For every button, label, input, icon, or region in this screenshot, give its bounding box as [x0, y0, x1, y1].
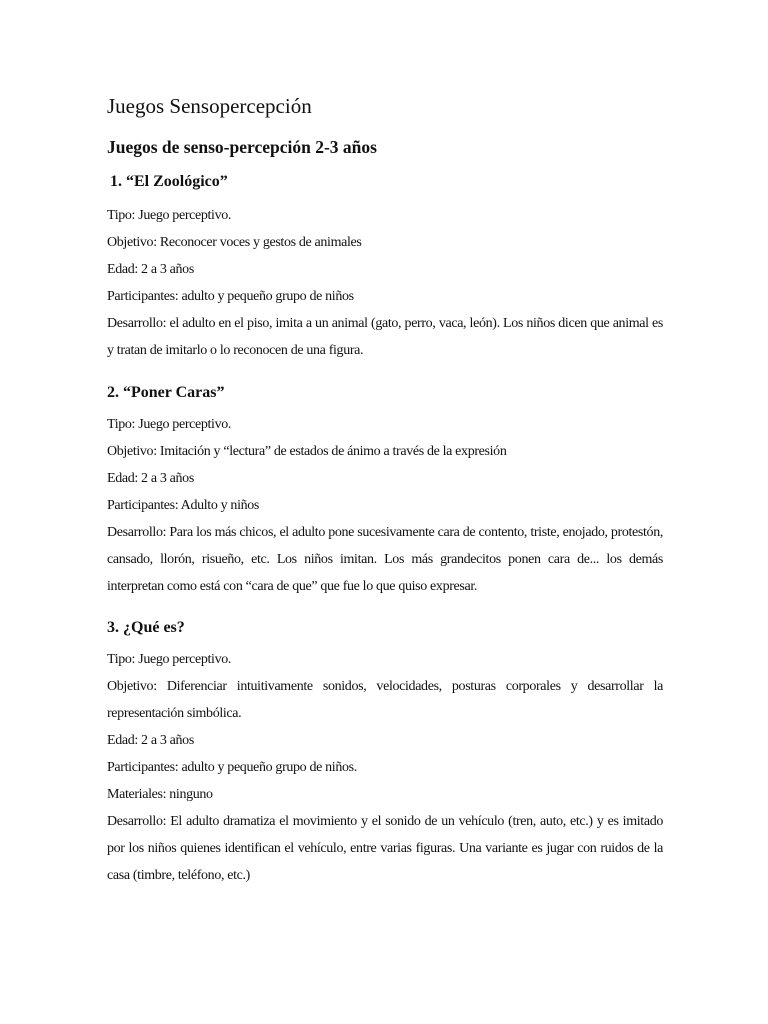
- section-heading: 2. “Poner Caras”: [107, 384, 225, 401]
- participantes-line: Participantes: adulto y pequeño grupo de niños: [107, 289, 354, 304]
- tipo-line: Tipo: Juego perceptivo.: [107, 652, 232, 667]
- objetivo-line: Objetivo: Reconocer voces y gestos de animales: [107, 235, 362, 250]
- objetivo-line: Objetivo: Imitación y “lectura” de estados de ánimo a través de la expresión: [107, 444, 507, 459]
- tipo-line: Tipo: Juego perceptivo.: [107, 208, 232, 223]
- section-heading: 1. “El Zoológico”: [110, 173, 228, 190]
- section-heading: 3. ¿Qué es?: [107, 619, 185, 636]
- section-poner-caras: [107, 381, 663, 600]
- edad-line: Edad: 2 a 3 años: [107, 733, 194, 748]
- participantes-line: Participantes: adulto y pequeño grupo de niños.: [107, 760, 357, 775]
- edad-line: Edad: 2 a 3 años: [107, 471, 194, 486]
- desarrollo-paragraph: Desarrollo: El adulto dramatiza el movimiento y el sonido de un vehículo (tren, auto, etc.) y es imitado por los niños quienes identifican el vehículo, entre varias figuras. Una variante es jugar con ruidos de la casa (timbre, teléfono, etc.): [107, 814, 663, 883]
- desarrollo-paragraph: Desarrollo: Para los más chicos, el adulto pone sucesivamente cara de contento, triste, enojado, protestón, cansado, llorón, risueño, etc. Los niños imitan. Los más grandecitos ponen cara de... los demás interpretan como está con “cara de que” que fue lo que quiso expresar.: [107, 525, 663, 594]
- materiales-line: Materiales: ninguno: [107, 787, 213, 802]
- desarrollo-paragraph: Desarrollo: el adulto en el piso, imita a un animal (gato, perro, vaca, león). Los niños dicen que animal es y tratan de imitarlo o lo reconocen de una figura.: [107, 316, 663, 358]
- participantes-line: Participantes: Adulto y niños: [107, 498, 260, 513]
- section-el-zoologico: [107, 170, 663, 364]
- document-subtitle: Juegos de senso-percepción 2-3 años: [107, 137, 377, 157]
- tipo-line: Tipo: Juego perceptivo.: [107, 417, 232, 432]
- edad-line: Edad: 2 a 3 años: [107, 262, 194, 277]
- objetivo-paragraph: Objetivo: Diferenciar intuitivamente sonidos, velocidades, posturas corporales y desarrollar la representación simbólica.: [107, 679, 663, 721]
- document-content: [107, 92, 663, 889]
- document-title: Juegos Sensopercepción: [107, 94, 312, 118]
- section-que-es: [107, 616, 663, 889]
